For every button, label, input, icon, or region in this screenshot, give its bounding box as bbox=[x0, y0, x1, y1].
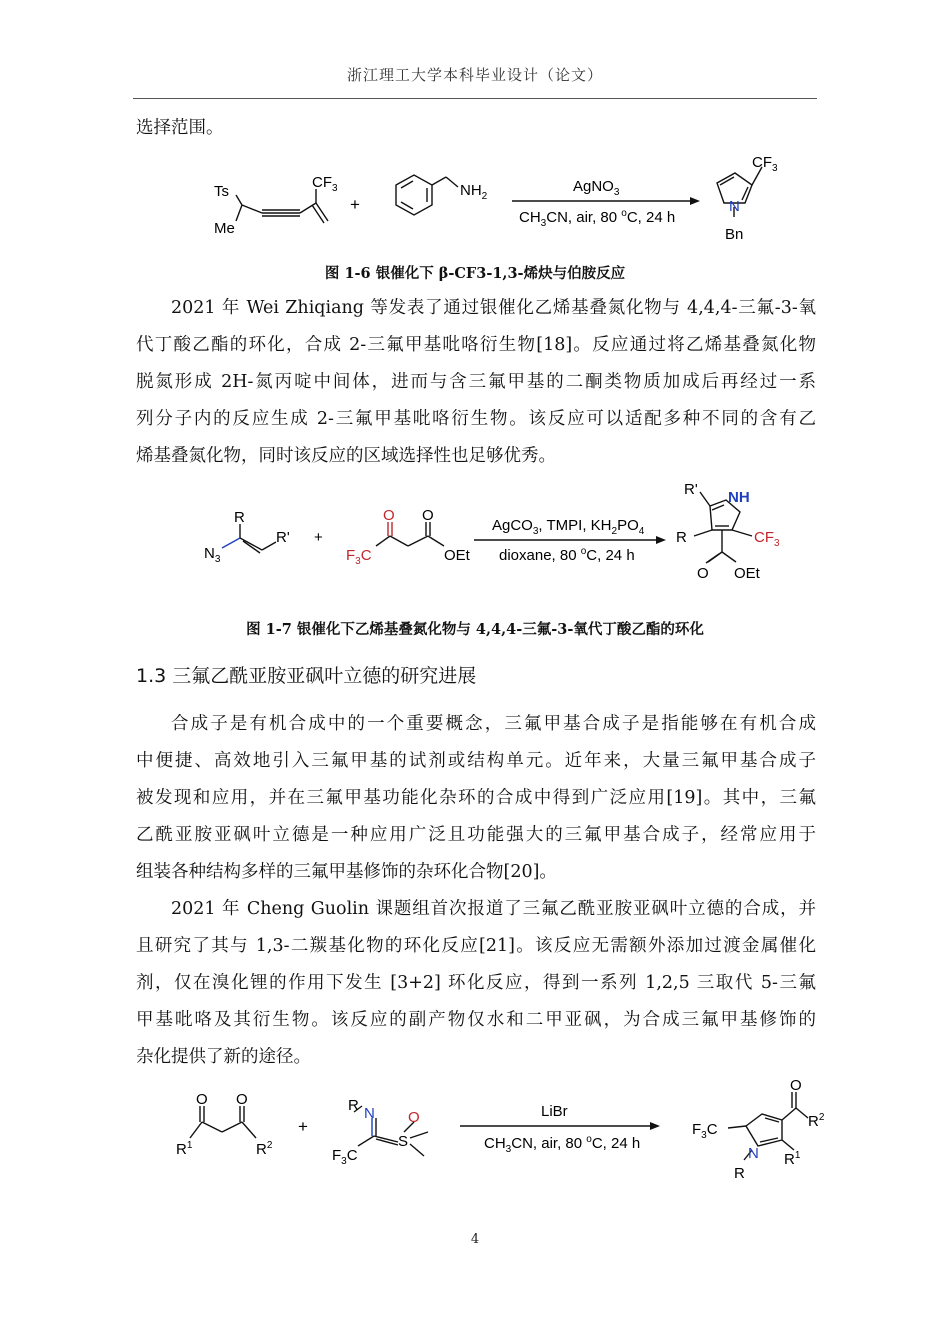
n3-label: $N_3$ bbox=[204, 545, 221, 565]
n-label-3: N bbox=[748, 1145, 759, 1162]
nh2-label: $NH_2$ bbox=[460, 182, 488, 202]
r-prime-label-2: R' bbox=[684, 481, 698, 498]
paragraph-line: 组装各种结构多样的三氟甲基修饰的杂环化合物[20]。 bbox=[136, 862, 557, 882]
paragraph-line: 被发现和应用，并在三氟甲基功能化杂环的合成中得到广泛应用[19]。其中，三氟 bbox=[136, 788, 816, 808]
conditions-1: $CH_3CN$, air, 80 $^o$C, 24 h bbox=[519, 208, 676, 229]
section-heading: 1.3 三氟乙酰亚胺亚砜叶立德的研究进展 bbox=[136, 665, 477, 687]
reaction-scheme-1-7 bbox=[0, 478, 950, 588]
r-label-1: R bbox=[234, 509, 245, 526]
reaction-scheme-1-6 bbox=[0, 155, 950, 245]
paragraph-line: 乙酰亚胺亚砜叶立德是一种应用广泛且功能强大的三氟甲基合成子，经常应用于 bbox=[136, 825, 816, 845]
reagents-ag: AgCO$_3$, TMPI, $KH_2PO_4$ bbox=[492, 517, 645, 537]
o-label-2: O bbox=[422, 507, 434, 524]
paragraph-line: 2021 年 Cheng Guolin 课题组首次报道了三氟乙酰亚胺亚砜叶立德的合成，并 bbox=[171, 899, 816, 919]
o-label-6: O bbox=[408, 1109, 420, 1126]
header-rule bbox=[133, 98, 817, 99]
o-label-4: O bbox=[196, 1091, 208, 1108]
plus-sign-3: + bbox=[298, 1117, 308, 1136]
f3c-label-2: $F_3C$ bbox=[332, 1147, 358, 1167]
ts-label: Ts bbox=[214, 183, 229, 200]
running-header: 浙江理工大学本科毕业设计（论文） bbox=[346, 66, 603, 84]
bn-label: Bn bbox=[725, 226, 744, 243]
figure-1-6-caption: 图 1-6 银催化下 β-CF3-1,3-烯炔与伯胺反应 bbox=[324, 265, 626, 282]
r1-label-2: $R^1$ bbox=[784, 1150, 801, 1168]
cf3-label-1: $CF_3$ bbox=[312, 174, 338, 194]
paragraph-line: 列分子内的反应生成 2-三氟甲基吡咯衍生物。该反应可以适配多种不同的含有乙 bbox=[136, 409, 816, 429]
paragraph-line: 剂，仅在溴化锂的作用下发生 [3+2] 环化反应，得到一系列 1,2,5 三取代 5-三氟 bbox=[136, 973, 816, 993]
figure-1-7-caption: 图 1-7 银催化下乙烯基叠氮化物与 4,4,4-三氟-3-氧代丁酸乙酯的环化 bbox=[246, 621, 704, 638]
oet-label-1: OEt bbox=[444, 547, 470, 564]
oet-label-2: OEt bbox=[734, 565, 760, 582]
paragraph-line: 且研究了其与 1,3-二羰基化物的环化反应[21]。该反应无需额外添加过渡金属催化 bbox=[136, 936, 816, 956]
o-label-5: O bbox=[236, 1091, 248, 1108]
cf3-label-3: $CF_3$ bbox=[754, 529, 780, 549]
paragraph-line: 甲基吡咯及其衍生物。该反应的副产物仅水和二甲亚砜，为合成三氟甲基修饰的 bbox=[136, 1010, 816, 1030]
intro-line: 选择范围。 bbox=[136, 118, 224, 138]
me-label: Me bbox=[214, 220, 235, 237]
n-atom-label: N bbox=[729, 198, 740, 215]
r2-label-2: $R^2$ bbox=[808, 1112, 825, 1130]
conditions-2: dioxane, 80 $^o$C, 24 h bbox=[499, 546, 635, 564]
r-label-4: R bbox=[734, 1165, 745, 1182]
r-label-2: R bbox=[676, 529, 687, 546]
reagent-agno3: AgNO$_3$ bbox=[573, 178, 620, 198]
r-prime-label-1: R' bbox=[276, 529, 290, 546]
paragraph-line: 2021 年 Wei Zhiqiang 等发表了通过银催化乙烯基叠氮化物与 4,4,4-三氟-3-氧 bbox=[171, 298, 816, 318]
paragraph-line: 代丁酸乙酯的环化，合成 2-三氟甲基吡咯衍生物[18]。反应通过将乙烯基叠氮化物 bbox=[136, 335, 816, 355]
paragraph-line: 杂化提供了新的途径。 bbox=[136, 1047, 311, 1067]
cf3-label-2: $CF_3$ bbox=[752, 155, 778, 174]
f3c-label-1: $F_3C$ bbox=[346, 547, 372, 567]
o-label-1: O bbox=[383, 507, 395, 524]
paragraph-line: 脱氮形成 2H-氮丙啶中间体，进而与含三氟甲基的二酮类物质加成后再经过一系 bbox=[136, 372, 816, 392]
o-label-7: O bbox=[790, 1080, 802, 1094]
r1-label-1: $R^1$ bbox=[176, 1140, 193, 1158]
reagent-libr: LiBr bbox=[541, 1103, 568, 1120]
paragraph-line: 中便捷、高效地引入三氟甲基的试剂或结构单元。近年来，大量三氟甲基合成子 bbox=[136, 751, 816, 771]
reaction-scheme-3 bbox=[0, 1080, 950, 1190]
plus-sign-1: + bbox=[350, 195, 360, 214]
plus-sign-2: + bbox=[314, 529, 323, 546]
f3c-label-3: $F_3C$ bbox=[692, 1121, 718, 1141]
paragraph-line: 烯基叠氮化物，同时该反应的区域选择性也足够优秀。 bbox=[136, 446, 556, 466]
s-label: S bbox=[398, 1133, 409, 1150]
r2-label-1: $R^2$ bbox=[256, 1140, 273, 1158]
nh-label: NH bbox=[728, 489, 750, 506]
n-label-2: N bbox=[364, 1105, 375, 1122]
r-label-3: R bbox=[348, 1097, 359, 1114]
paragraph-line: 合成子是有机合成中的一个重要概念，三氟甲基合成子是指能够在有机合成 bbox=[171, 714, 816, 734]
conditions-3: $CH_3CN$, air, 80 $^o$C, 24 h bbox=[484, 1134, 641, 1155]
o-label-3: O bbox=[697, 565, 709, 582]
page-number: 4 bbox=[470, 1232, 480, 1247]
